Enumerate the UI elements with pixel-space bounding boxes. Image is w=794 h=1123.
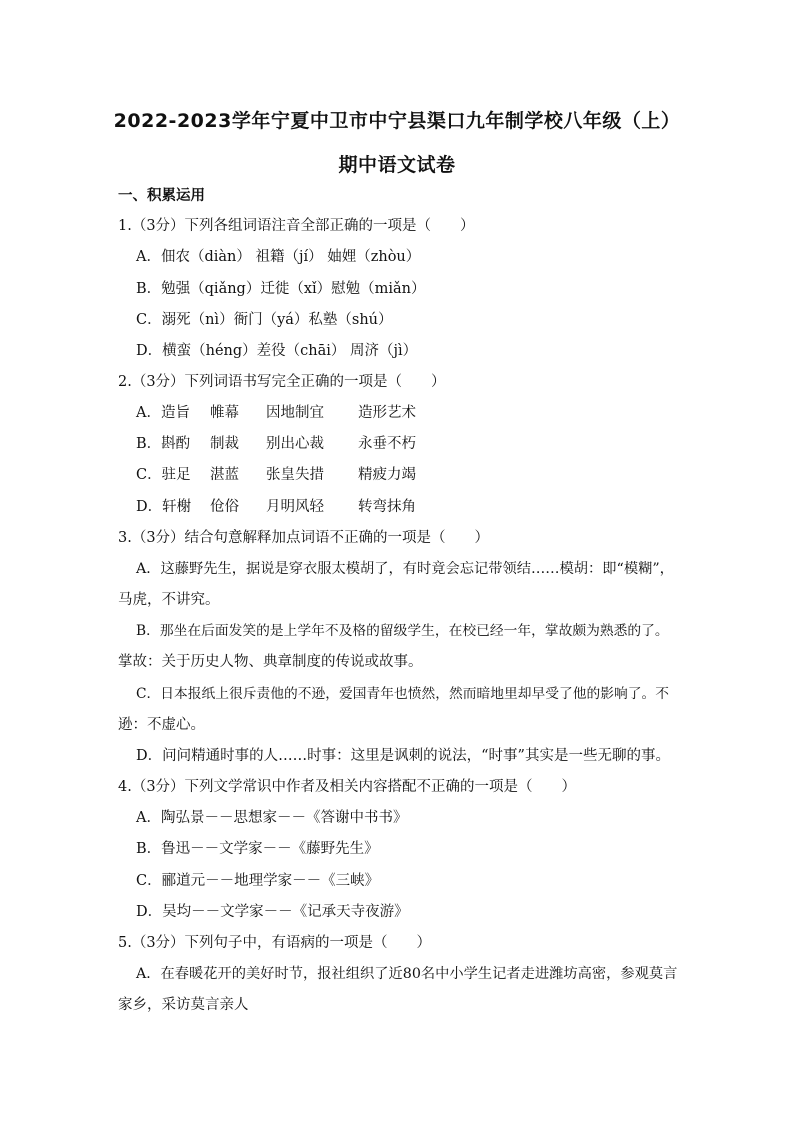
question-4-option-c: C．郦道元－－地理学家－－《三峡》: [136, 873, 380, 889]
question-1-option-a: A．佃农（diàn） 祖籍（jí） 妯娌（zhòu）: [136, 249, 421, 265]
option-word: 张皇失措: [266, 467, 324, 483]
option-word: 伧俗: [210, 499, 239, 515]
question-3-option-b: B．那坐在后面发笑的是上学年不及格的留级学生，在校已经一年，掌故颇为熟悉的了。: [136, 623, 669, 639]
question-5-stem: 5.（3分）下列句子中，有语病的一项是（ ）: [118, 935, 432, 951]
question-1-option-c: C．溺死（nì）衙门（yá）私塾（shú）: [136, 312, 393, 328]
question-3-option-d: D．问问精通时事的人……时事：这里是讽刺的说法，“时事”其实是一些无聊的事。: [136, 748, 670, 764]
option-word: 转弯抹角: [358, 499, 416, 515]
exam-title-line1: 2022-2023学年宁夏中卫市中宁县渠口九年制学校八年级（上）: [113, 110, 681, 132]
question-1-option-d: D．横蛮（héng）差役（chāi） 周济（jì）: [136, 343, 418, 359]
exam-title-line2: 期中语文试卷: [338, 154, 456, 176]
option-word: 造形艺术: [358, 405, 416, 421]
question-5-option-a: A．在春暖花开的美好时节，报社组织了近80名中小学生记者走进潍坊高密，参观莫言: [136, 966, 678, 982]
question-3-stem: 3.（3分）结合句意解释加点词语不正确的一项是（ ）: [118, 530, 490, 546]
option-word: 永垂不朽: [358, 436, 416, 452]
question-4-option-b: B．鲁迅－－文学家－－《藤野先生》: [136, 841, 379, 857]
question-1-stem: 1.（3分）下列各组词语注音全部正确的一项是（ ）: [118, 218, 475, 234]
question-2-option-c: [136, 465, 696, 485]
option-word: 因地制宜: [266, 405, 324, 421]
question-3-option-c-cont: 逊：不虚心。: [118, 717, 205, 733]
option-word: 湛蓝: [210, 467, 239, 483]
question-5-option-a-cont: 家乡，采访莫言亲人: [118, 997, 249, 1013]
option-word: B．斟酌: [136, 436, 191, 452]
option-word: 制裁: [210, 436, 239, 452]
option-word: 别出心裁: [266, 436, 324, 452]
question-4-option-d: D．吴均－－文学家－－《记承天寺夜游》: [136, 904, 409, 920]
question-2-option-d: [136, 497, 696, 517]
question-1-option-b: B．勉强（qiǎng）迁徙（xǐ）慰勉（miǎn）: [136, 281, 426, 297]
section-heading: 一、积累运用: [118, 188, 205, 204]
option-word: 帷幕: [210, 405, 239, 421]
option-word: A．造旨: [136, 405, 190, 421]
question-3-option-a-cont: 马虎，不讲究。: [118, 592, 220, 608]
option-word: D．轩榭: [136, 499, 192, 515]
question-4-stem: 4.（3分）下列文学常识中作者及相关内容搭配不正确的一项是（ ）: [118, 779, 577, 795]
question-2-option-b: [136, 434, 696, 454]
question-2-option-a: [136, 403, 696, 423]
option-word: 精疲力竭: [358, 467, 416, 483]
question-2-stem: 2.（3分）下列词语书写完全正确的一项是（ ）: [118, 374, 446, 390]
question-3-option-a: A．这藤野先生，据说是穿衣服太模胡了，有时竟会忘记带领结……模胡：即“模糊”，: [136, 561, 674, 577]
option-word: C．驻足: [136, 467, 191, 483]
question-3-option-c: C．日本报纸上很斥责他的不逊，爱国青年也愤然，然而暗地里却早受了他的影响了。不: [136, 686, 670, 702]
question-3-option-b-cont: 掌故：关于历史人物、典章制度的传说或故事。: [118, 654, 423, 670]
option-word: 月明风轻: [266, 499, 324, 515]
question-4-option-a: A．陶弘景－－思想家－－《答谢中书书》: [136, 810, 408, 826]
